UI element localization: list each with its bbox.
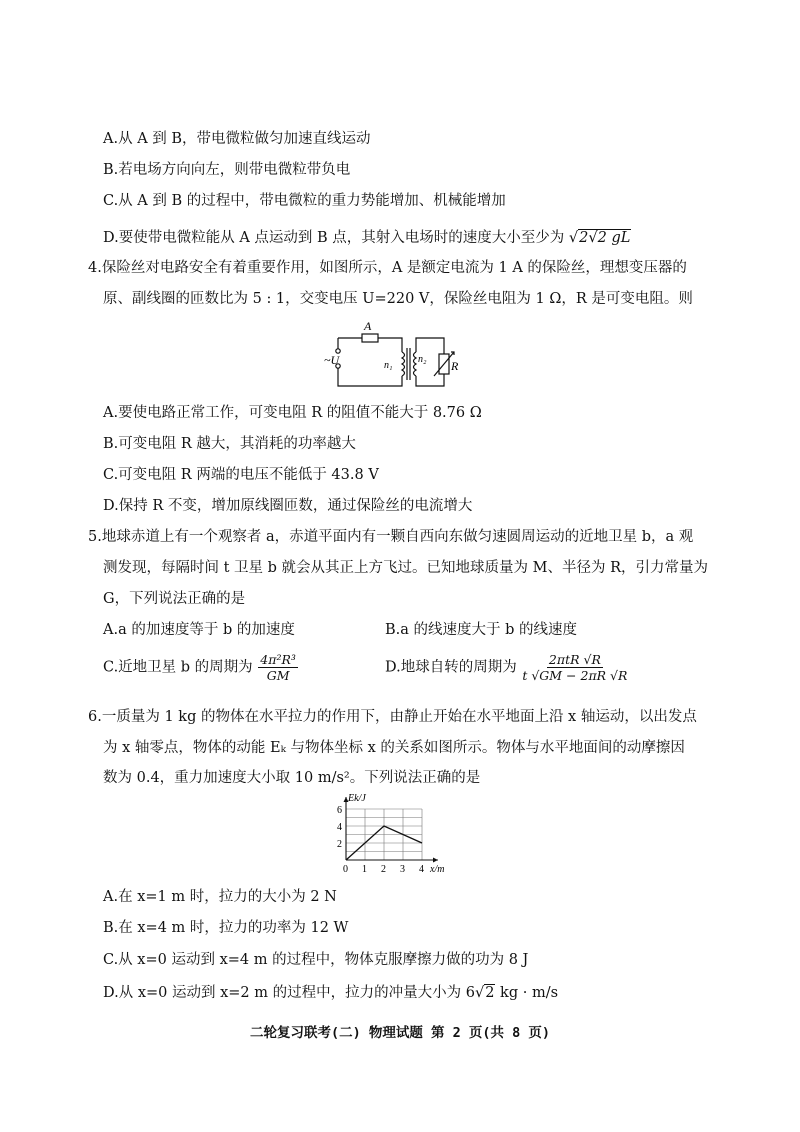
ek-x-chart <box>320 792 470 882</box>
x-tick-label: 3 <box>400 864 405 875</box>
q4-stem-line-1: 4.保险丝对电路安全有着重要作用，如图所示，A 是额定电流为 1 A 的保险丝，理想变压器的 <box>88 260 687 276</box>
x-tick-label: 2 <box>381 864 386 875</box>
q5-option-d-text: D.地球自转的周期为 <box>385 659 517 676</box>
q6-stem-line-3: 数为 0.4，重力加速度大小取 10 m/s²。下列说法正确的是 <box>103 770 481 786</box>
q4-stem-line-2: 原、副线圈的匝数比为 5 : 1，交变电压 U=220 V，保险丝电阻为 1 Ω，R 是可变电阻。则 <box>103 291 693 307</box>
q5-option-d-denominator <box>522 668 627 683</box>
q5-option-c-denominator: GM <box>266 668 290 683</box>
q5-option-d-fraction <box>522 652 627 683</box>
q4-option-d: D.保持 R 不变，增加原线圈匝数，通过保险丝的电流增大 <box>103 498 473 514</box>
x-tick-label: 4 <box>419 864 424 875</box>
y-tick-label: 6 <box>337 805 342 816</box>
sqrt-symbol: √ <box>474 985 485 1001</box>
fuse-label: A <box>364 319 372 333</box>
q6-option-c: C.从 x=0 运动到 x=4 m 的过程中，物体克服摩擦力做的功为 8 J <box>103 952 529 968</box>
q3-option-d <box>103 228 631 248</box>
q5-option-d-numerator: 2πtR √R <box>548 652 601 667</box>
transformer-circuit-figure <box>320 318 480 398</box>
q3-option-d-math: 2√2 gL <box>579 230 631 246</box>
q5-option-c <box>103 652 299 683</box>
q5-option-c-numerator: 4π²R³ <box>260 652 296 667</box>
q5-stem-line-1: 5.地球赤道上有一个观察者 a，赤道平面内有一颗自西向东做匀速圆周运动的近地卫星 b，a 观 <box>88 529 694 545</box>
q6-option-d <box>103 983 558 1003</box>
x-tick-label: 0 <box>343 864 348 875</box>
q6-option-d-sqrt: 2 <box>485 985 495 1001</box>
y-axis-label: Ek/J <box>348 793 366 804</box>
q6-option-d-text: D.从 x=0 运动到 x=2 m 的过程中，拉力的冲量大小为 6 <box>103 985 475 1001</box>
q4-option-c: C.可变电阻 R 两端的电压不能低于 43.8 V <box>103 467 379 483</box>
x-tick-label: 1 <box>362 864 367 875</box>
q6-option-b: B.在 x=4 m 时，拉力的功率为 12 W <box>103 920 349 936</box>
y-tick-label: 2 <box>337 839 342 850</box>
q5-option-c-text: C.近地卫星 b 的周期为 <box>103 659 253 676</box>
q6-option-d-unit: kg · m/s <box>495 985 559 1001</box>
x-axis-label: x/m <box>430 864 445 875</box>
q3-option-a: A.从 A 到 B，带电微粒做匀加速直线运动 <box>103 131 371 147</box>
q5-option-d-den-part-b: − 2πR √R <box>562 668 628 683</box>
sqrt-symbol: √ <box>568 230 579 246</box>
q6-stem-line-2: 为 x 轴零点，物体的动能 Eₖ 与物体坐标 x 的关系如图所示。物体与水平地面间的动摩擦因 <box>103 740 685 756</box>
q5-stem-line-2: 测发现，每隔时间 t 卫星 b 就会从其正上方飞过。已知地球质量为 M、半径为 R，引力常量为 <box>103 560 709 576</box>
x-axis-arrow <box>433 858 438 863</box>
q5-option-d-den-part-a: t √GM <box>522 668 563 683</box>
q4-option-a: A.要使电路正常工作，可变电阻 R 的阻值不能大于 8.76 Ω <box>103 405 482 421</box>
q6-stem-line-1: 6.一质量为 1 kg 的物体在水平拉力的作用下，由静止开始在水平地面上沿 x 轴运动，以出发点 <box>88 709 697 725</box>
q3-option-c: C.从 A 到 B 的过程中，带电微粒的重力势能增加、机械能增加 <box>103 193 506 209</box>
n2-label: n₂ <box>418 354 427 365</box>
q5-option-c-fraction <box>258 652 298 683</box>
voltage-label: ~U <box>324 353 340 367</box>
n1-label: n₁ <box>384 360 393 371</box>
q3-option-d-text: D.要使带电微粒能从 A 点运动到 B 点，其射入电场时的速度大小至少为 <box>103 230 565 246</box>
resistor-label: R <box>451 359 459 373</box>
q6-option-a: A.在 x=1 m 时，拉力的大小为 2 N <box>103 889 337 905</box>
q5-option-b: B.a 的线速度大于 b 的线速度 <box>385 622 578 638</box>
q5-option-a: A.a 的加速度等于 b 的加速度 <box>103 622 295 638</box>
q3-option-b: B.若电场方向向左，则带电微粒带负电 <box>103 162 351 178</box>
q5-option-d <box>385 652 628 683</box>
q5-stem-line-3: G，下列说法正确的是 <box>103 591 246 607</box>
y-tick-label: 4 <box>337 822 342 833</box>
page-footer: 二轮复习联考(二) 物理试题 第 2 页(共 8 页) <box>249 1025 551 1041</box>
q4-option-b: B.可变电阻 R 越大，其消耗的功率越大 <box>103 436 356 452</box>
